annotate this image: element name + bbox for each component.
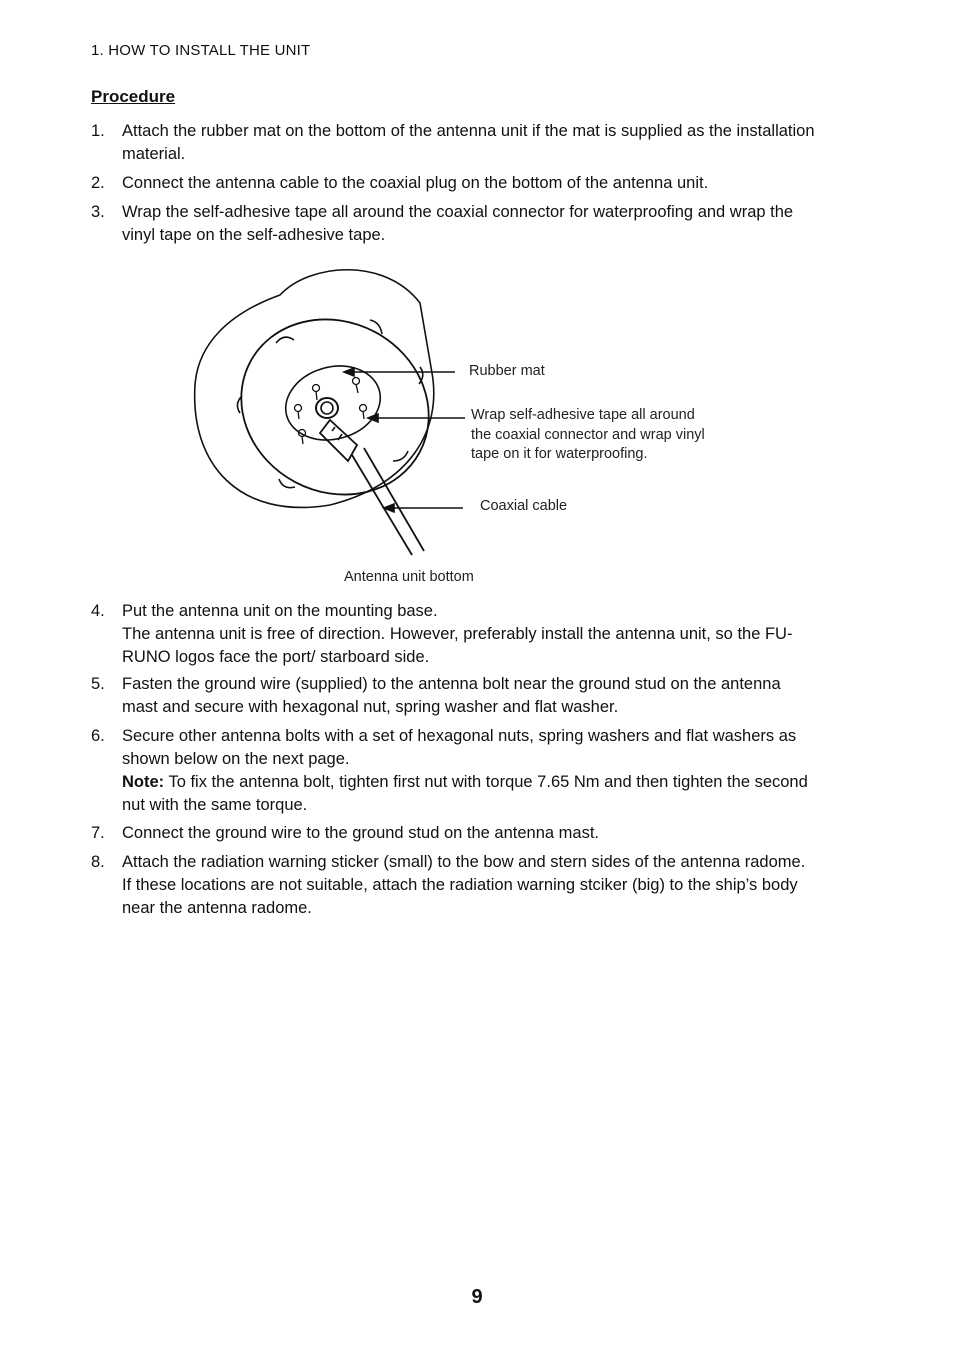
note-text: To fix the antenna bolt, tighten first nut with torque 7.65 Nm and then tighten the second — [164, 773, 808, 791]
rubber-mat-ellipse — [210, 287, 459, 527]
step-text-line: shown below on the next page. — [122, 750, 350, 768]
label-rubber-mat: Rubber mat — [469, 363, 545, 379]
step-text-line: Connect the antenna cable to the coaxial plug on the bottom of the antenna unit. — [122, 174, 709, 192]
step-number: 6. — [91, 727, 105, 745]
step-number: 5. — [91, 675, 105, 693]
label-wrap-tape — [471, 406, 705, 465]
step-text-line: Secure other antenna bolts with a set of hexagonal nuts, spring washers and flat washers as — [122, 727, 797, 745]
coaxial-connector — [316, 398, 338, 418]
step-text-line: The antenna unit is free of direction. However, preferably install the antenna unit, so the FU- — [122, 625, 793, 643]
step-number: 2. — [91, 174, 105, 192]
coaxial-cable-line — [352, 455, 412, 555]
step-text-line: Wrap the self-adhesive tape all around the coaxial connector for waterproofing and wrap the — [122, 203, 794, 221]
step-text-line: Fasten the ground wire (supplied) to the antenna bolt near the ground stud on the antenna — [122, 675, 781, 693]
step-text-line: If these locations are not suitable, attach the radiation warning stciker (big) to the ship’s body — [122, 876, 798, 894]
step-text-line: RUNO logos face the port/ starboard side. — [122, 648, 430, 666]
step-text-line: Put the antenna unit on the mounting base. — [122, 602, 438, 620]
label-wrap-line: the coaxial connector and wrap vinyl — [471, 426, 705, 443]
base-plate — [277, 356, 388, 450]
note-text-line: nut with the same torque. — [122, 796, 308, 814]
figure-caption: Antenna unit bottom — [344, 569, 474, 585]
note-label: Note: — [122, 773, 165, 791]
step-number: 8. — [91, 853, 105, 871]
step-text-line: vinyl tape on the self-adhesive tape. — [122, 226, 386, 244]
step-number: 7. — [91, 824, 105, 842]
step-text-line: mast and secure with hexagonal nut, spring washer and flat washer. — [122, 698, 619, 716]
section-title: Procedure — [91, 87, 176, 106]
step-number: 1. — [91, 122, 105, 140]
label-wrap-line: tape on it for waterproofing. — [471, 446, 648, 462]
step-text-line: near the antenna radome. — [122, 899, 312, 917]
note-line — [122, 771, 851, 794]
step-text-line: Connect the ground wire to the ground stud on the antenna mast. — [122, 824, 599, 842]
step-text-line: material. — [122, 145, 186, 163]
label-wrap-line: Wrap self-adhesive tape all around — [471, 407, 695, 423]
page-number: 9 — [471, 1286, 483, 1308]
label-coaxial-cable: Coaxial cable — [480, 498, 568, 514]
step-number: 4. — [91, 602, 105, 620]
step-text-line: Attach the radiation warning sticker (small) to the bow and stern sides of the antenna radome. — [122, 853, 806, 871]
step-text-line: Attach the rubber mat on the bottom of the antenna unit if the mat is supplied as the installation — [122, 122, 815, 140]
radome-outline — [195, 270, 434, 508]
step-number: 3. — [91, 203, 105, 221]
running-header: 1. HOW TO INSTALL THE UNIT — [91, 42, 311, 59]
